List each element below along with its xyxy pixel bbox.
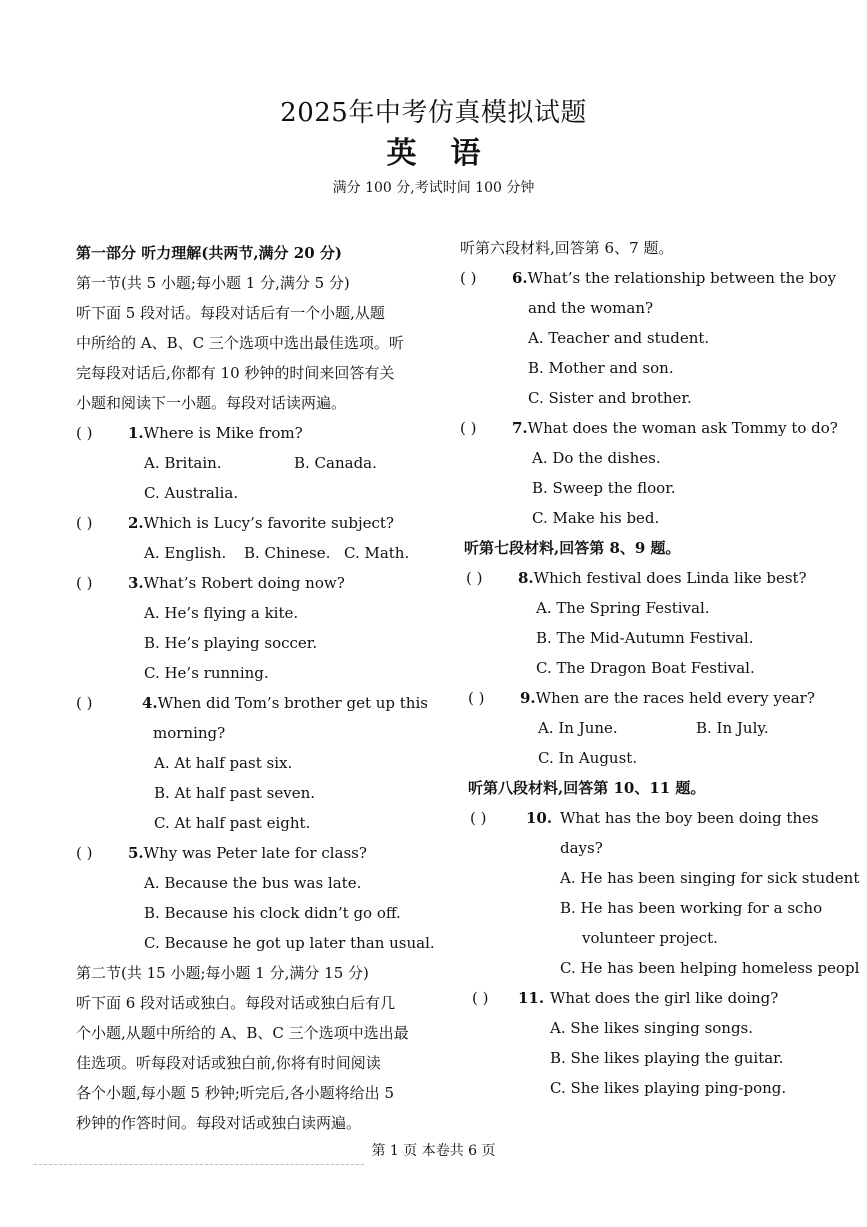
- answer-blank[interactable]: ( ): [76, 574, 93, 592]
- option-b: B. Mother and son.: [528, 359, 674, 377]
- answer-blank[interactable]: ( ): [76, 694, 93, 712]
- question-number: 10.: [526, 809, 553, 827]
- option-b: B. Because his clock didn’t go off.: [144, 904, 401, 922]
- answer-blank[interactable]: ( ): [76, 514, 93, 532]
- question-number: 3.: [128, 574, 144, 592]
- section2-instruction-line: 佳选项。听每段对话或独白前,你将有时间阅读: [76, 1054, 381, 1072]
- group-heading-7: 听第七段材料,回答第 8、9 题。: [464, 539, 681, 557]
- answer-blank[interactable]: ( ): [470, 809, 487, 827]
- option-a: A. Britain.: [144, 454, 222, 472]
- question-text: What does the girl like doing?: [550, 989, 779, 1007]
- section2-instruction-line: 听下面 6 段对话或独白。每段对话或独白后有几: [76, 994, 396, 1012]
- option-c: C. At half past eight.: [154, 814, 311, 832]
- option-a: A. At half past six.: [154, 754, 293, 772]
- question-text-continued: morning?: [153, 724, 226, 742]
- option-b: B. Canada.: [294, 454, 377, 472]
- page-footer: 第 1 页 本卷共 6 页: [371, 1143, 496, 1159]
- option-a: A. In June.: [538, 719, 618, 737]
- option-a: A. Do the dishes.: [532, 449, 661, 467]
- question-text: What has the boy been doing thes: [560, 809, 819, 827]
- question-1: [76, 418, 448, 448]
- question-number: 4.: [142, 694, 158, 712]
- option-b-continued: volunteer project.: [582, 929, 718, 947]
- option-b: B. At half past seven.: [154, 784, 316, 802]
- section2-instruction-line: 个小题,从题中所给的 A、B、C 三个选项中选出最: [76, 1024, 409, 1042]
- question-8: [460, 563, 860, 593]
- question-text: When did Tom’s brother get up this: [157, 694, 428, 712]
- question-text: What’s Robert doing now?: [143, 574, 345, 592]
- answer-blank[interactable]: ( ): [460, 419, 477, 437]
- option-row: [76, 448, 448, 478]
- option-c: C. The Dragon Boat Festival.: [536, 659, 755, 677]
- option-a: A. She likes singing songs.: [550, 1019, 754, 1037]
- option-b: B. He has been working for a scho: [560, 899, 823, 917]
- section1-instruction-line: 完每段对话后,你都有 10 秒钟的时间来回答有关: [76, 364, 395, 382]
- option-b: B. She likes playing the guitar.: [550, 1049, 784, 1067]
- question-9: [460, 683, 860, 713]
- question-number: 1.: [128, 424, 144, 442]
- option-c: C. Math.: [344, 544, 410, 562]
- section2-instruction-line: 秒钟的作答时间。每段对话或独白读两遍。: [76, 1114, 362, 1132]
- option-b: B. The Mid-Autumn Festival.: [536, 629, 754, 647]
- option-b: B. He’s playing soccer.: [144, 634, 318, 652]
- answer-blank[interactable]: ( ): [460, 269, 477, 287]
- question-text: Why was Peter late for class?: [143, 844, 367, 862]
- question-number: 8.: [518, 569, 534, 587]
- question-3: [76, 568, 448, 598]
- option-b: B. In July.: [696, 719, 769, 737]
- question-number: 11.: [518, 989, 545, 1007]
- group-heading-6: 听第六段材料,回答第 6、7 题。: [460, 239, 674, 257]
- question-text-continued: days?: [560, 839, 603, 857]
- option-c: C. Sister and brother.: [528, 389, 692, 407]
- answer-blank[interactable]: ( ): [472, 989, 489, 1007]
- answer-blank[interactable]: ( ): [468, 689, 485, 707]
- section1-instruction-line: 中所给的 A、B、C 三个选项中选出最佳选项。听: [76, 334, 404, 352]
- question-text: When are the races held every year?: [535, 689, 815, 707]
- footer-divider: [34, 1164, 364, 1165]
- group-heading-8: 听第八段材料,回答第 10、11 题。: [468, 779, 706, 797]
- answer-blank[interactable]: ( ): [76, 424, 93, 442]
- section1-instruction-line: 小题和阅读下一小题。每段对话读两遍。: [76, 394, 347, 412]
- question-10: [460, 803, 860, 833]
- section1-instruction-line: 听下面 5 段对话。每段对话后有一个小题,从题: [76, 304, 385, 322]
- option-a: A. He has been singing for sick student: [560, 869, 860, 887]
- option-c: C. She likes playing ping-pong.: [550, 1079, 787, 1097]
- option-a: A. English.: [144, 544, 227, 562]
- option-a: A. Teacher and student.: [528, 329, 710, 347]
- question-text: Where is Mike from?: [143, 424, 303, 442]
- answer-blank[interactable]: ( ): [466, 569, 483, 587]
- question-text: Which is Lucy’s favorite subject?: [143, 514, 394, 532]
- option-a: A. Because the bus was late.: [144, 874, 362, 892]
- option-c: C. He’s running.: [144, 664, 269, 682]
- question-text: What’s the relationship between the boy: [527, 269, 837, 287]
- exam-score-info: 满分 100 分,考试时间 100 分钟: [332, 180, 535, 196]
- question-number: 2.: [128, 514, 144, 532]
- part-heading: 第一部分 听力理解(共两节,满分 20 分): [76, 244, 342, 262]
- section2-heading: 第二节(共 15 小题;每小题 1 分,满分 15 分): [76, 964, 369, 982]
- option-a: A. He’s flying a kite.: [144, 604, 299, 622]
- question-number: 5.: [128, 844, 144, 862]
- option-row: [460, 713, 860, 743]
- exam-subject: 英语: [386, 136, 515, 171]
- option-c: C. He has been helping homeless peopl: [560, 959, 860, 977]
- question-text: Which festival does Linda like best?: [533, 569, 807, 587]
- question-5: [76, 838, 448, 868]
- exam-title: 2025年中考仿真模拟试题: [280, 98, 587, 128]
- question-7: [460, 413, 860, 443]
- option-c: C. Make his bed.: [532, 509, 660, 527]
- option-b: B. Sweep the floor.: [532, 479, 676, 497]
- option-a: A. The Spring Festival.: [536, 599, 710, 617]
- option-c: C. In August.: [538, 749, 638, 767]
- question-number: 9.: [520, 689, 536, 707]
- option-row: [76, 538, 448, 568]
- answer-blank[interactable]: ( ): [76, 844, 93, 862]
- question-11: [460, 983, 860, 1013]
- section1-heading: 第一节(共 5 小题;每小题 1 分,满分 5 分): [76, 274, 350, 292]
- question-text: What does the woman ask Tommy to do?: [527, 419, 838, 437]
- left-column: [76, 238, 448, 1138]
- question-text-continued: and the woman?: [528, 299, 654, 317]
- section2-instruction-line: 各个小题,每小题 5 秒钟;听完后,各小题将给出 5: [76, 1084, 394, 1102]
- option-c: C. Australia.: [144, 484, 239, 502]
- question-number: 6.: [512, 269, 528, 287]
- option-c: C. Because he got up later than usual.: [144, 934, 435, 952]
- option-b: B. Chinese.: [244, 544, 331, 562]
- question-2: [76, 508, 448, 538]
- right-column: [460, 233, 860, 1103]
- question-6: [460, 263, 860, 293]
- question-number: 7.: [512, 419, 528, 437]
- question-4: [76, 688, 448, 718]
